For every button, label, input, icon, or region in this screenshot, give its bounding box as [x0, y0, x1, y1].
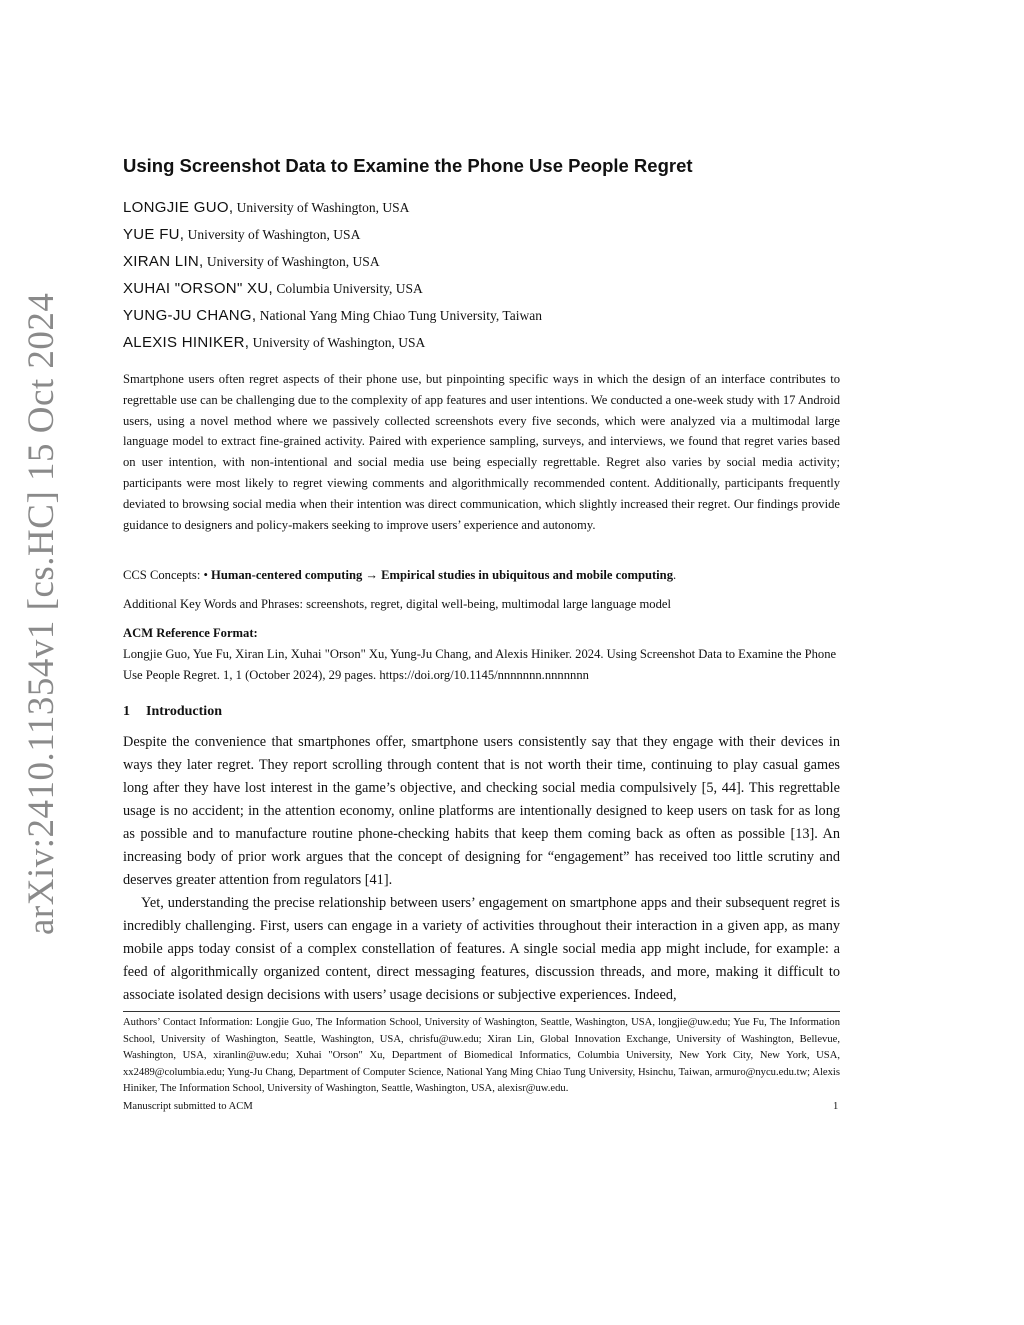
page-number: 1 [833, 1101, 839, 1112]
footer-manuscript: Manuscript submitted to ACM [123, 1101, 253, 1112]
author-affiliation: University of Washington, USA [187, 227, 361, 242]
footnote-rule [123, 1011, 840, 1012]
ccs-concepts [123, 565, 840, 586]
ccs-label: CCS Concepts: • [123, 568, 212, 582]
ccs-concepts-text: Human-centered computing → Empirical studies in ubiquitous and mobile computing [211, 568, 673, 582]
author-name: XUHAI "ORSON" XU, [123, 280, 273, 297]
author-line [123, 280, 423, 297]
author-line [123, 253, 380, 270]
body-paragraph: Despite the convenience that smartphones offer, smartphone users consistently say that they engage with their devices in ways they later regret. They report scrolling through content that is not worth their time, continuing to play casual games long after they have lost interest in the game’s objective, and checking social media compulsively [5, 44]. This regrettable usage is no accident; in the attention economy, online platforms are intentionally designed to keep users on task for as long as possible and to manufacture routine phone-checking habits that keep them coming back as often as possible [13]. An increasing body of prior work argues that the concept of designing for “engagement” has received too little scrutiny and deserves greater attention from regulators [41]. [123, 734, 840, 888]
arxiv-stamp: arXiv:2410.11354v1 [cs.HC] 15 Oct 2024 [21, 292, 62, 935]
reference-text: Longjie Guo, Yue Fu, Xiran Lin, Xuhai "Orson" Xu, Yung-Ju Chang, and Alexis Hiniker. 2024. Using Screenshot Data to Examine the Phone Use People Regret. 1, 1 (October 2024), 29 pages. https://doi.org/10.1145/nnnnnnn.nnnnnnn [123, 647, 837, 682]
section-title: Introduction [146, 704, 222, 719]
abstract: Smartphone users often regret aspects of their phone use, but pinpointing specific ways in which the design of an interface contributes to regrettable use can be challenging due to the complexity of app features and user intentions. We conducted a one-week study with 17 Android users, using a novel method where we passively collected screenshots every five seconds, which were analyzed via a multimodal large language model to extract fine-grained activity. Paired with experience sampling, surveys, and interviews, we found that regret varies based on user intention, with non-intentional and social media use being especially regrettable. Regret also varies by social media activity; participants were most likely to regret viewing comments and algorithmically recommended content. Additionally, participants frequently deviated to browsing social media when their intention was direct communication, which slightly increased their regret. Our findings provide guidance to designers and policy-makers seeking to improve users’ experience and autonomy. [123, 372, 840, 532]
author-line [123, 226, 360, 243]
author-affiliation: University of Washington, USA [206, 254, 380, 269]
author-line [123, 199, 409, 216]
paper-title: Using Screenshot Data to Examine the Phone Use People Regret [123, 155, 693, 176]
keywords: Additional Key Words and Phrases: screenshots, regret, digital well-being, multimodal large language model [123, 597, 671, 611]
author-affiliation: National Yang Ming Chiao Tung University, Taiwan [259, 308, 542, 323]
author-contact-footnote: Authors’ Contact Information: Longjie Guo, The Information School, University of Washington, Seattle, Washington, USA, longjie@uw.edu; Yue Fu, The Information School, University of Washington, Seattle, Washington, USA, chrisfu@uw.edu; Xiran Lin, Global Innovation Exchange, University of Washington, Bellevue, Washington, USA, xiranlin@uw.edu; Xuhai "Orson" Xu, Department of Biomedical Informatics, Columbia University, New York City, New York, USA, xx2489@columbia.edu; Yung-Ju Chang, Department of Computer Science, National Yang Ming Chiao Tung University, Hsinchu, Taiwan, armuro@nycu.edu.tw; Alexis Hiniker, The Information School, University of Washington, Seattle, Washington, USA, alexisr@uw.edu. [123, 1017, 840, 1095]
author-line [123, 334, 425, 351]
section-heading [123, 704, 222, 720]
body-paragraph: Yet, understanding the precise relationship between users’ engagement on smartphone apps and their subsequent regret is incredibly challenging. First, users can engage in a variety of activities throughout their interaction in a given app, as many mobile apps today consist of a complex constellation of features. A single social media app might include, for example: a feed of algorithmically organized content, direct messaging features, discussion threads, and more, making it difficult to associate isolated design decisions with users’ usage decisions or subjective experiences. Indeed, [123, 895, 840, 1003]
author-name: XIRAN LIN, [123, 253, 204, 270]
author-affiliation: University of Washington, USA [252, 335, 426, 350]
reference-heading: ACM Reference Format: [123, 626, 258, 640]
author-affiliation: University of Washington, USA [236, 200, 410, 215]
author-affiliation: Columbia University, USA [276, 281, 423, 296]
ccs-end: . [673, 568, 677, 582]
author-name: YUNG-JU CHANG, [123, 307, 257, 324]
author-line [123, 307, 542, 324]
author-name: YUE FU, [123, 226, 185, 243]
author-name: LONGJIE GUO, [123, 199, 234, 216]
author-name: ALEXIS HINIKER, [123, 334, 250, 351]
section-number: 1 [123, 704, 130, 719]
